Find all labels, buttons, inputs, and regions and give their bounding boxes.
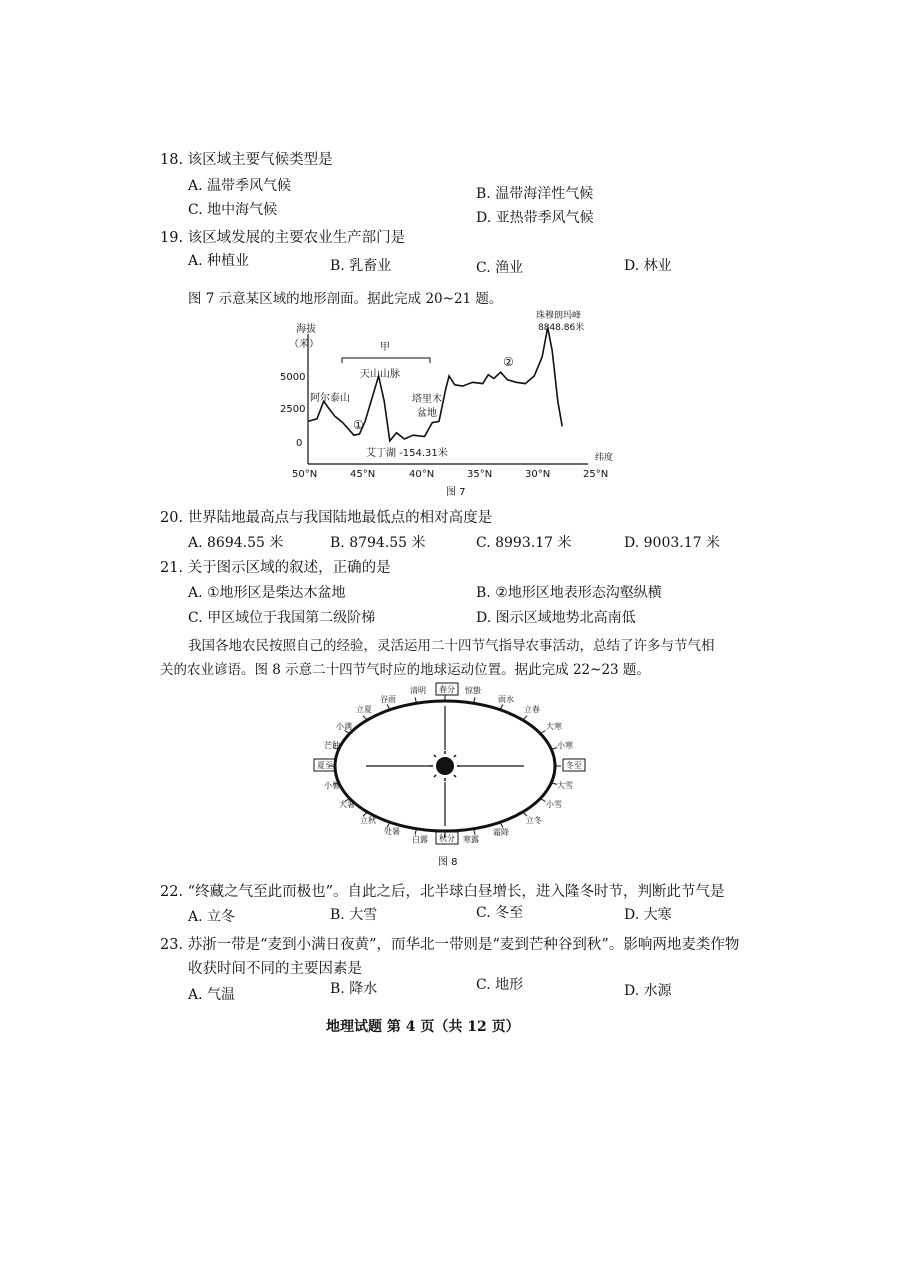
q18-option-c[interactable]: C. 地中海气候 bbox=[188, 202, 278, 218]
fig7-xtick-45: 45°N bbox=[350, 469, 376, 480]
fig8-term-xiaohan: 小寒 bbox=[557, 741, 573, 750]
fig8-term-yushui: 雨水 bbox=[498, 695, 514, 704]
fig8-term-guyu: 谷雨 bbox=[380, 695, 396, 704]
fig7-xtick-50: 50°N bbox=[292, 469, 318, 480]
q23-stem-line2: 收获时间不同的主要因素是 bbox=[188, 961, 362, 977]
fig8-term-bailu: 白露 bbox=[412, 835, 428, 844]
fig8-orbit-tick bbox=[523, 716, 527, 720]
fig7-label-tianshan: 天山山脉 bbox=[360, 369, 400, 380]
fig7-ytick-0: 0 bbox=[296, 438, 303, 449]
fig8-term-xiazhi: 夏至 bbox=[317, 761, 333, 770]
intro-fig8-line2: 关的农业谚语。图 8 示意二十四节气时应的地球运动位置。据此完成 22~23 题。 bbox=[160, 662, 650, 678]
q22-stem: 22. “终藏之气至此而极也”。自此之后，北半球白昼增长，进入隆冬时节，判断此节气是 bbox=[160, 884, 725, 900]
fig8-term-liqiu: 立秋 bbox=[360, 816, 376, 825]
fig7-label-everest-2: 8848.86米 bbox=[538, 323, 585, 333]
fig7-marker-1: ① bbox=[353, 418, 364, 432]
q23-option-c[interactable]: C. 地形 bbox=[476, 977, 524, 993]
fig8-term-dashu: 大暑 bbox=[339, 800, 355, 809]
fig7-xticks bbox=[292, 469, 608, 480]
q23-option-a[interactable]: A. 气温 bbox=[188, 987, 236, 1003]
fig7-xtick-25: 25°N bbox=[583, 469, 609, 480]
fig7-label-jia: 甲 bbox=[380, 342, 390, 353]
q21-option-c[interactable]: C. 甲区域位于我国第二级阶梯 bbox=[188, 610, 376, 626]
q19-option-d[interactable]: D. 林业 bbox=[624, 258, 672, 274]
fig8-term-qiufen: 秋分 bbox=[439, 834, 455, 843]
q18-option-b[interactable]: B. 温带海洋性气候 bbox=[476, 186, 594, 202]
fig7-xunit: 纬度 bbox=[595, 453, 614, 463]
figure-7-terrain-profile bbox=[280, 306, 620, 502]
q21-option-a[interactable]: A. ①地形区是柴达木盆地 bbox=[188, 585, 346, 601]
fig7-xtick-30: 30°N bbox=[525, 469, 551, 480]
fig7-jia-bracket bbox=[342, 358, 430, 363]
q22-option-c[interactable]: C. 冬至 bbox=[476, 905, 524, 921]
fig7-caption: 图 7 bbox=[446, 487, 466, 498]
q20-option-c[interactable]: C. 8993.17 米 bbox=[476, 535, 572, 551]
q21-option-d[interactable]: D. 图示区域地势北高南低 bbox=[476, 610, 636, 626]
intro-fig8-line1: 我国各地农民按照自己的经验，灵活运用二十四节气指导农事活动，总结了许多与节气相 bbox=[188, 638, 715, 654]
fig8-orbit-tick bbox=[540, 799, 545, 802]
intro-fig7: 图 7 示意某区域的地形剖面。据此完成 20~21 题。 bbox=[188, 291, 503, 307]
fig8-term-lixia: 立夏 bbox=[356, 705, 372, 714]
fig8-term-chushu: 处暑 bbox=[384, 827, 400, 836]
fig8-term-mangzhong: 芒种 bbox=[324, 741, 340, 750]
sun-icon bbox=[430, 751, 460, 781]
fig8-caption: 图 8 bbox=[438, 857, 458, 868]
fig7-ylabel-1: 海拔 bbox=[296, 324, 316, 335]
fig7-xtick-40: 40°N bbox=[409, 469, 435, 480]
fig7-ytick-5000: 5000 bbox=[280, 372, 306, 383]
fig7-label-everest-1: 珠穆朗玛峰 bbox=[536, 311, 582, 321]
fig7-ytick-2500: 2500 bbox=[280, 404, 306, 415]
q20-option-a[interactable]: A. 8694.55 米 bbox=[188, 535, 284, 551]
fig7-label-tarim-1: 塔里木 bbox=[412, 394, 442, 405]
fig7-label-ayding: 艾丁湖 -154.31米 bbox=[366, 448, 448, 459]
q19-option-c[interactable]: C. 渔业 bbox=[476, 260, 524, 276]
q22-option-a[interactable]: A. 立冬 bbox=[188, 909, 236, 925]
q18-option-a[interactable]: A. 温带季风气候 bbox=[188, 178, 292, 194]
q19-option-a[interactable]: A. 种植业 bbox=[188, 253, 250, 269]
fig7-marker-2: ② bbox=[503, 355, 514, 369]
fig8-term-lichun: 立春 bbox=[524, 705, 540, 714]
q22-option-b[interactable]: B. 大雪 bbox=[330, 907, 378, 923]
q18-option-d[interactable]: D. 亚热带季风气候 bbox=[476, 210, 594, 226]
q18-stem: 18. 该区域主要气候类型是 bbox=[160, 152, 333, 168]
fig8-term-xiaoshu: 小暑 bbox=[324, 781, 340, 790]
q20-stem: 20. 世界陆地最高点与我国陆地最低点的相对高度是 bbox=[160, 510, 493, 526]
fig8-term-hanlu: 寒露 bbox=[463, 835, 479, 844]
q23-option-b[interactable]: B. 降水 bbox=[330, 981, 378, 997]
fig8-orbit-tick bbox=[540, 731, 545, 734]
q23-stem-line1: 23. 苏浙一带是“麦到小满日夜黄”，而华北一带则是“麦到芒种谷到秋”。影响两地麦类作物 bbox=[160, 937, 740, 953]
q20-option-b[interactable]: B. 8794.55 米 bbox=[330, 535, 426, 551]
fig8-term-dongzhi: 冬至 bbox=[566, 761, 582, 770]
fig8-term-dahan: 大寒 bbox=[546, 722, 562, 731]
fig7-label-altai: 阿尔泰山 bbox=[310, 393, 350, 404]
q22-option-d[interactable]: D. 大寒 bbox=[624, 907, 672, 923]
fig8-term-jingzhe: 惊蛰 bbox=[465, 686, 481, 695]
fig8-term-shuangjiang: 霜降 bbox=[493, 828, 509, 837]
q19-option-b[interactable]: B. 乳畜业 bbox=[330, 258, 392, 274]
fig8-term-chunfen: 春分 bbox=[439, 685, 455, 694]
fig8-term-daxue: 大雪 bbox=[557, 781, 573, 790]
fig8-term-xiaoxue: 小雪 bbox=[546, 800, 562, 809]
q19-stem: 19. 该区域发展的主要农业生产部门是 bbox=[160, 230, 406, 246]
fig7-label-tarim-2: 盆地 bbox=[417, 408, 437, 419]
fig8-term-lidong: 立冬 bbox=[526, 816, 542, 825]
q23-option-d[interactable]: D. 水源 bbox=[624, 983, 672, 999]
q20-option-d[interactable]: D. 9003.17 米 bbox=[624, 535, 720, 551]
fig8-term-qingming: 清明 bbox=[410, 686, 426, 695]
fig7-xtick-35: 35°N bbox=[467, 469, 493, 480]
figure-8-solar-terms-orbit bbox=[300, 680, 620, 870]
fig8-term-xiaoman: 小满 bbox=[336, 722, 352, 731]
page-footer: 地理试题 第 4 页（共 12 页） bbox=[326, 1019, 520, 1035]
fig7-ylabel-2: （米） bbox=[289, 339, 319, 350]
q21-stem: 21. 关于图示区域的叙述，正确的是 bbox=[160, 560, 391, 576]
fig8-orbit-tick bbox=[363, 716, 367, 720]
fig7-profile-line bbox=[308, 328, 562, 441]
q21-option-b[interactable]: B. ②地形区地表形态沟壑纵横 bbox=[476, 585, 662, 601]
